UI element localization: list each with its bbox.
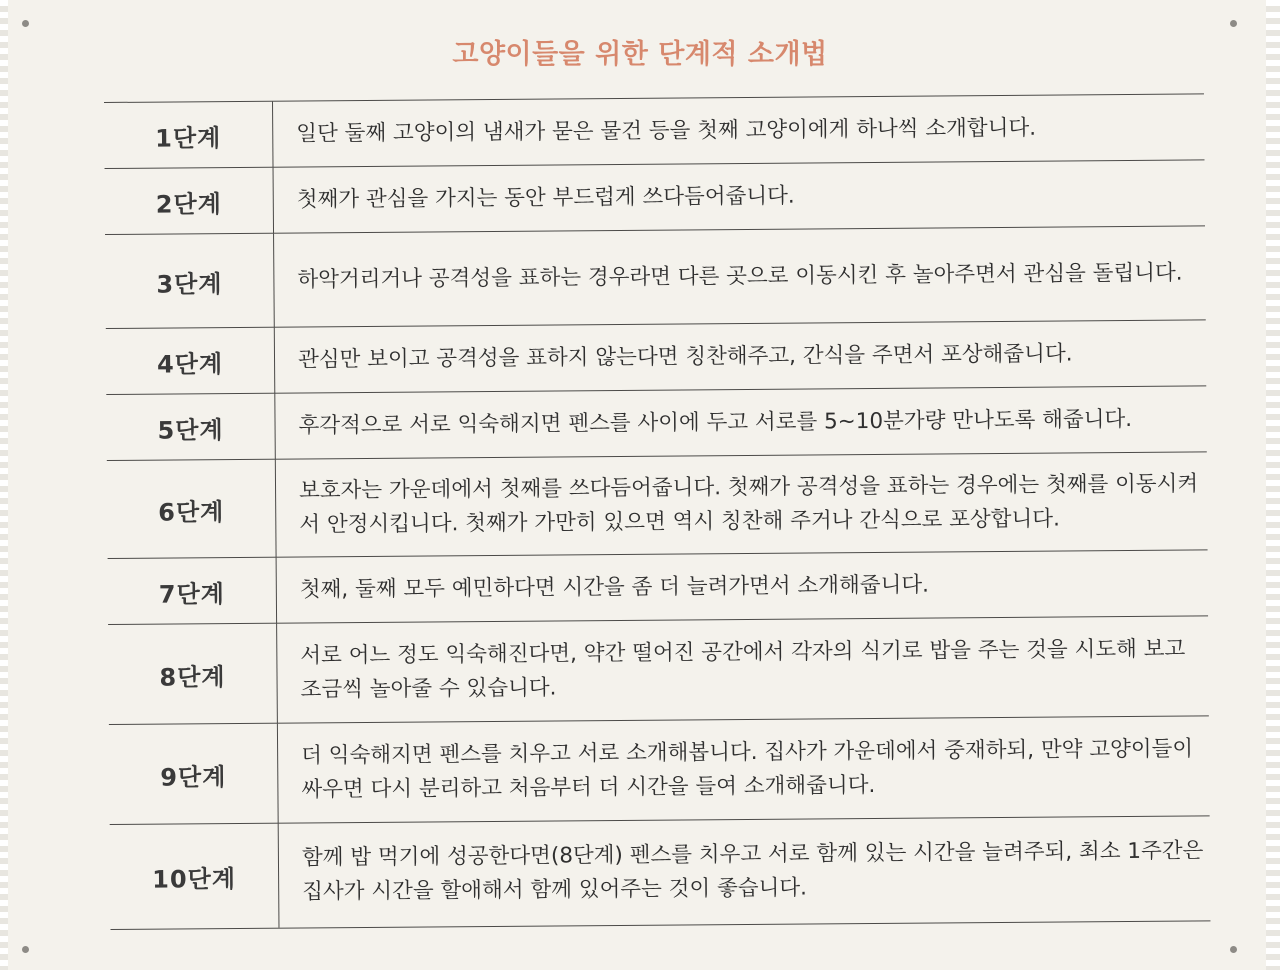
- table-row: [107, 451, 1208, 559]
- table-row: [106, 385, 1206, 461]
- column-divider: [277, 724, 279, 824]
- table-row: [108, 615, 1209, 725]
- column-divider: [276, 624, 278, 724]
- perforated-edge-right: [1266, 0, 1280, 970]
- column-divider: [273, 234, 275, 328]
- step-label: 8단계: [159, 662, 226, 692]
- table-row: [106, 319, 1206, 395]
- table-row: [109, 715, 1210, 825]
- column-divider: [273, 168, 275, 234]
- step-description: 일단 둘째 고양이의 냄새가 묻은 물건 등을 첫째 고양이에게 하나씩 소개합니다.: [296, 115, 1037, 147]
- step-description: 더 익숙해지면 펜스를 치우고 서로 소개해봅니다. 집사가 가운데에서 중재하되, 만약 고양이들이 싸우면 다시 분리하고 처음부터 더 시간을 들여 소개해줍니다.: [301, 736, 1194, 803]
- binding-hole-bottom-right: [1230, 946, 1237, 953]
- step-description: 후각적으로 서로 익숙해지면 펜스를 사이에 두고 서로를 5~10분가량 만나도록 해줍니다.: [298, 406, 1133, 439]
- step-label: 6단계: [158, 497, 225, 527]
- step-description: 첫째, 둘째 모두 예민하다면 시간을 좀 더 늘려가면서 소개해줍니다.: [299, 572, 930, 603]
- step-label: 2단계: [155, 189, 222, 219]
- column-divider: [275, 460, 277, 558]
- table-row: [110, 815, 1211, 930]
- step-description: 하악거리거나 공격성을 표하는 경우라면 다른 곳으로 이동시킨 후 놀아주면서 관심을 돌립니다.: [297, 260, 1183, 293]
- step-description: 함께 밥 먹기에 성공한다면(8단계) 펜스를 치우고 서로 함께 있는 시간을 늘려주되, 최소 1주간은 집사가 시간을 할애해서 함께 있어주는 것이 좋습니다.: [301, 838, 1204, 905]
- binding-hole-top-left: [22, 20, 29, 27]
- table-row: [104, 93, 1204, 169]
- page-title: 고양이들을 위한 단계적 소개법: [452, 39, 828, 70]
- binding-hole-bottom-left: [22, 946, 29, 953]
- column-divider: [274, 328, 276, 394]
- step-label: 1단계: [155, 123, 222, 153]
- binding-hole-top-right: [1230, 20, 1237, 27]
- step-description: 서로 어느 정도 익숙해진다면, 약간 떨어진 공간에서 각자의 식기로 밥을 주는 것을 시도해 보고 조금씩 놀아줄 수 있습니다.: [300, 636, 1186, 703]
- step-description: 관심만 보이고 공격성을 표하지 않는다면 칭찬해주고, 간식을 주면서 포상해줍니다.: [297, 341, 1073, 373]
- step-label: 5단계: [157, 415, 224, 445]
- table-row: [105, 225, 1206, 329]
- table-row: [105, 159, 1205, 235]
- step-description: 첫째가 관심을 가지는 동안 부드럽게 쓰다듬어줍니다.: [296, 183, 795, 213]
- step-label: 10단계: [152, 864, 237, 894]
- table-row: [108, 549, 1208, 625]
- step-label: 7단계: [158, 579, 226, 609]
- step-label: 9단계: [160, 762, 227, 792]
- column-divider: [272, 102, 274, 168]
- step-label: 4단계: [156, 349, 224, 379]
- column-divider: [274, 394, 276, 460]
- perforated-edge-left: [0, 0, 8, 970]
- step-description: 보호자는 가운데에서 첫째를 쓰다듬어줍니다. 첫째가 공격성을 표하는 경우에는 첫째를 이동시켜서 안정시킵니다. 첫째가 가만히 있으면 역시 칭찬해 주거나 간식으로 포상합니다.: [298, 471, 1199, 538]
- column-divider: [276, 558, 278, 624]
- steps-table: [104, 93, 1220, 930]
- step-label: 3단계: [156, 269, 223, 299]
- column-divider: [278, 824, 280, 928]
